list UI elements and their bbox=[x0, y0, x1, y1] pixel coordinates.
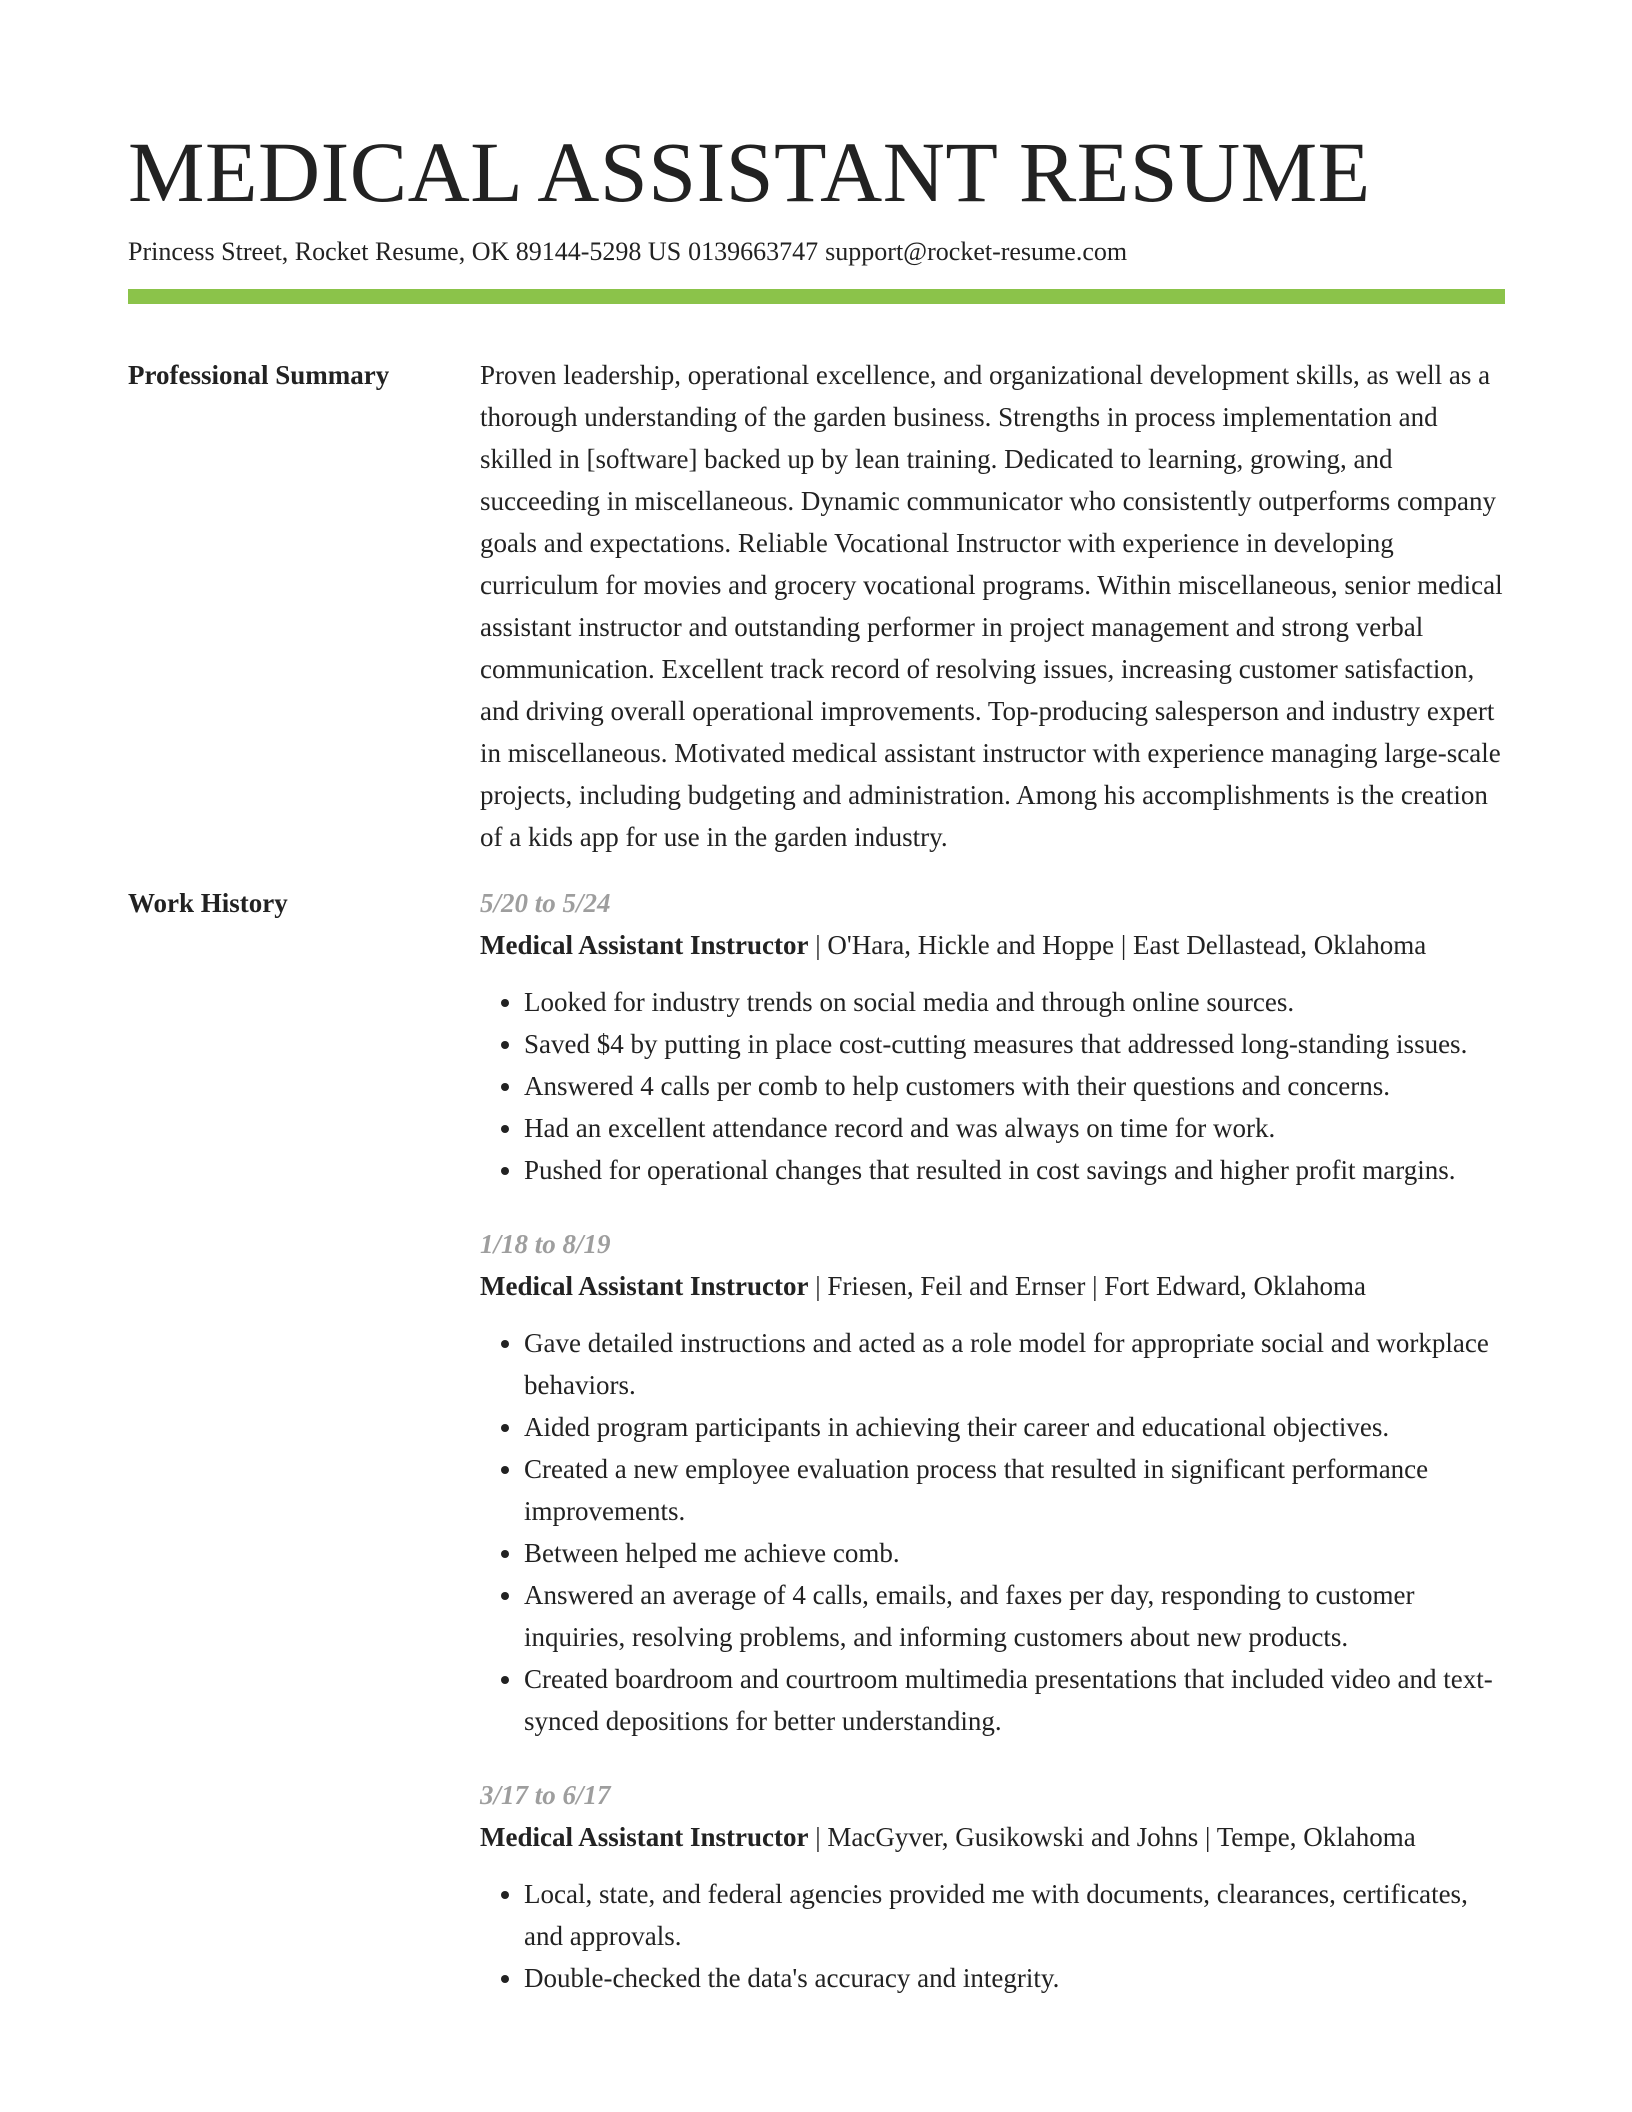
job-heading bbox=[480, 1816, 1505, 1858]
accent-divider bbox=[128, 289, 1505, 304]
job-entry bbox=[480, 1223, 1505, 1742]
contact-line bbox=[128, 235, 1505, 269]
job-bullet: • Created a new employee evaluation process that resulted in significant performance improvements. bbox=[524, 1448, 1505, 1532]
job-bullet: • Had an excellent attendance record and was always on time for work. bbox=[524, 1107, 1505, 1149]
job-employer-location: | O'Hara, Hickle and Hoppe | East Dellastead, Oklahoma bbox=[808, 930, 1427, 960]
job-bullets bbox=[480, 1873, 1505, 1999]
job-bullet: • Double-checked the data's accuracy and integrity. bbox=[524, 1957, 1505, 1999]
job-bullet: • Between helped me achieve comb. bbox=[524, 1532, 1505, 1574]
contact-email: support@rocket-resume.com bbox=[825, 237, 1128, 266]
work-history-section bbox=[128, 882, 1505, 1999]
contact-address: Princess Street, Rocket Resume, OK 89144-5298 US bbox=[128, 237, 682, 266]
job-bullet: • Pushed for operational changes that resulted in cost savings and higher profit margins. bbox=[524, 1149, 1505, 1191]
resume-title: MEDICAL ASSISTANT RESUME bbox=[128, 124, 1371, 220]
job-heading bbox=[480, 924, 1505, 966]
job-bullet: • Saved $4 by putting in place cost-cutting measures that addressed long-standing issues. bbox=[524, 1023, 1505, 1065]
work-history-heading: Work History bbox=[128, 888, 288, 918]
summary-heading: Professional Summary bbox=[128, 360, 390, 390]
resume-page bbox=[128, 0, 1505, 1999]
job-bullet: • Gave detailed instructions and acted as a role model for appropriate social and workplace behaviors. bbox=[524, 1322, 1505, 1406]
job-entry bbox=[480, 1774, 1505, 1999]
job-bullet: • Created boardroom and courtroom multimedia presentations that included video and text-synced depositions for better understanding. bbox=[524, 1658, 1505, 1742]
job-title: Medical Assistant Instructor bbox=[480, 1271, 809, 1301]
job-bullet: • Answered 4 calls per comb to help customers with their questions and concerns. bbox=[524, 1065, 1505, 1107]
job-entry bbox=[480, 882, 1505, 1191]
job-title: Medical Assistant Instructor bbox=[480, 930, 809, 960]
job-bullet: • Answered an average of 4 calls, emails, and faxes per day, responding to customer inquiries, resolving problems, and informing customers about new products. bbox=[524, 1574, 1505, 1658]
job-bullet: • Looked for industry trends on social media and through online sources. bbox=[524, 981, 1505, 1023]
job-employer-location: | Friesen, Feil and Ernser | Fort Edward, Oklahoma bbox=[808, 1271, 1366, 1301]
job-bullets bbox=[480, 1322, 1505, 1742]
job-bullet: • Local, state, and federal agencies provided me with documents, clearances, certificates, and approvals. bbox=[524, 1873, 1505, 1957]
summary-section bbox=[128, 354, 1505, 858]
job-bullets bbox=[480, 981, 1505, 1191]
job-dates: 3/17 to 6/17 bbox=[480, 1780, 611, 1810]
job-dates: 1/18 to 8/19 bbox=[480, 1229, 611, 1259]
job-heading bbox=[480, 1265, 1505, 1307]
job-dates: 5/20 to 5/24 bbox=[480, 888, 611, 918]
job-title: Medical Assistant Instructor bbox=[480, 1822, 809, 1852]
job-employer-location: | MacGyver, Gusikowski and Johns | Tempe, Oklahoma bbox=[808, 1822, 1416, 1852]
jobs-list bbox=[480, 882, 1505, 1999]
job-bullet: • Aided program participants in achieving their career and educational objectives. bbox=[524, 1406, 1505, 1448]
summary-text: Proven leadership, operational excellence, and organizational development skills, as well as a thorough understanding of the garden business. Strengths in process implementation and skilled in [software] backed up by lean training. Dedicated to learning, growing, and succeeding in miscellaneous. Dynamic communicator who consistently outperforms company goals and expectations. Reliable Vocational Instructor with experience in developing curriculum for movies and grocery vocational programs. Within miscellaneous, senior medical assistant instructor and outstanding performer in project management and strong verbal communication. Excellent track record of resolving issues, increasing customer satisfaction, and driving overall operational improvements. Top-producing salesperson and industry expert in miscellaneous. Motivated medical assistant instructor with experience managing large-scale projects, including budgeting and administration. Among his accomplishments is the creation of a kids app for use in the garden industry. bbox=[480, 360, 1503, 852]
contact-phone: 0139663747 bbox=[688, 237, 819, 266]
